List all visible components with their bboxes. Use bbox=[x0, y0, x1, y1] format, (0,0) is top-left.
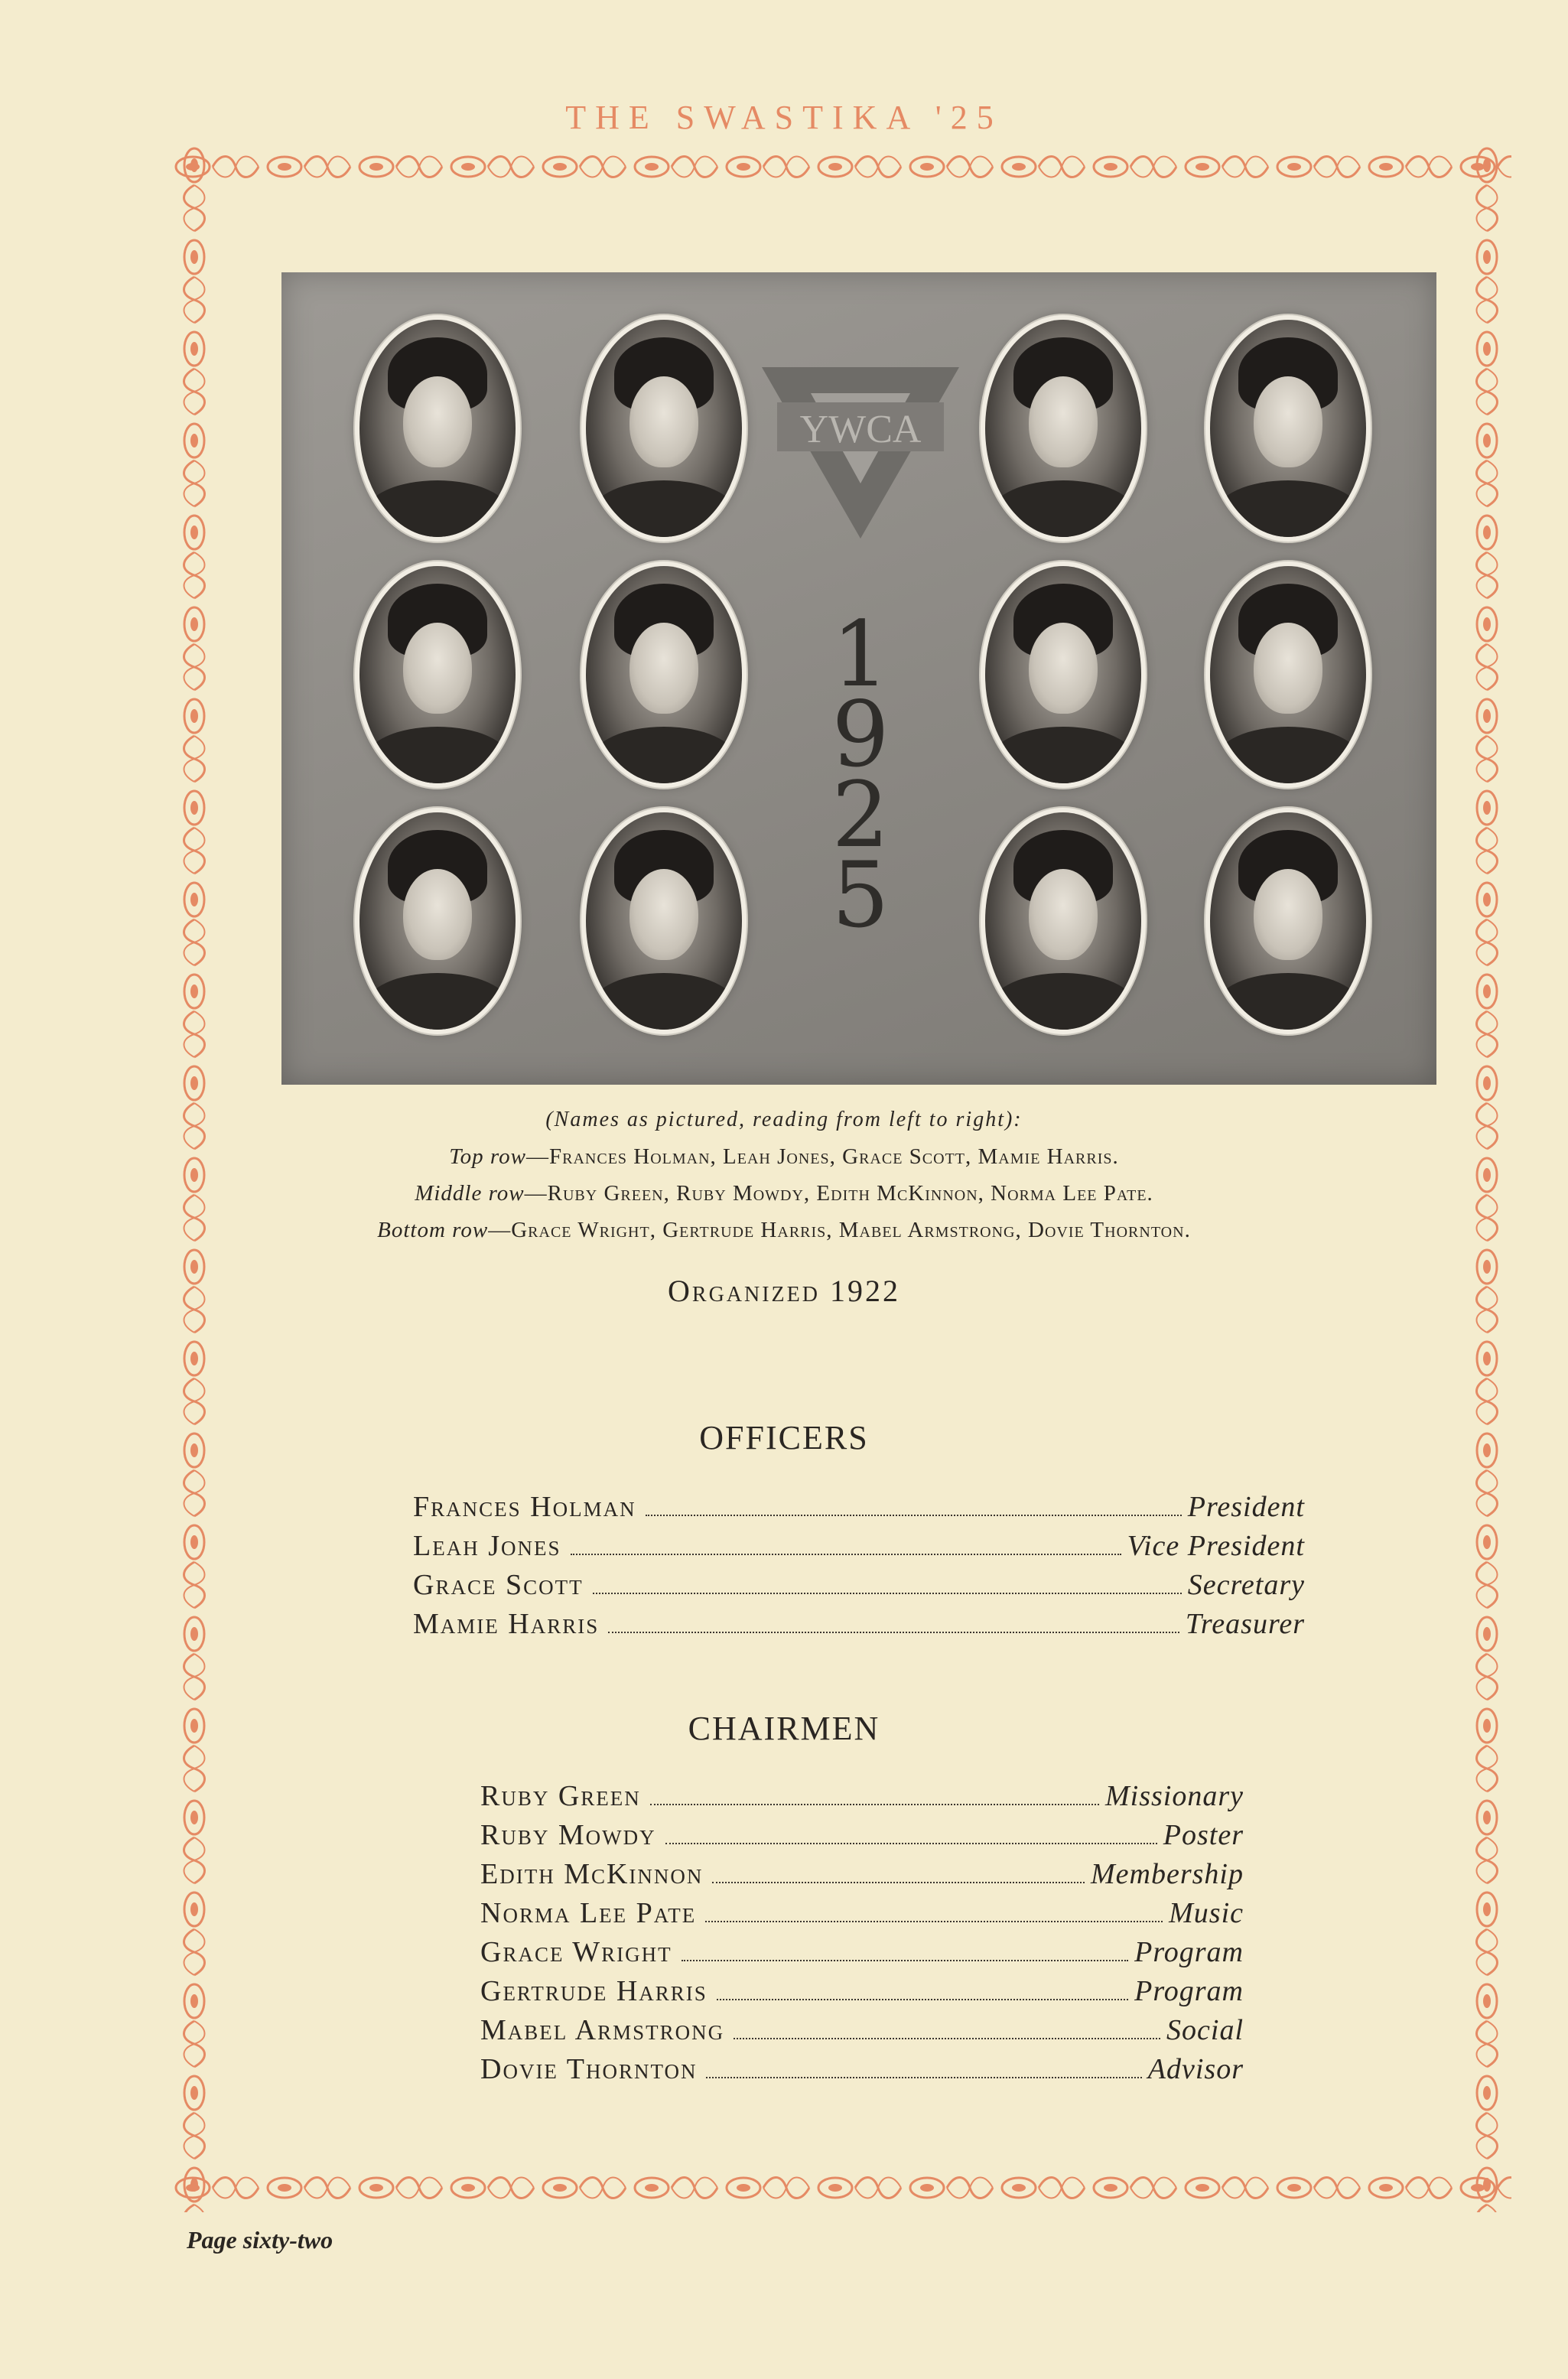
officer-name: Grace Scott bbox=[413, 1569, 584, 1601]
dot-leader bbox=[665, 1843, 1157, 1844]
chair-role: Program bbox=[1134, 1975, 1244, 2007]
chair-role: Music bbox=[1169, 1897, 1244, 1929]
chair-name: Mabel Armstrong bbox=[480, 2014, 725, 2046]
ornamental-border-right bbox=[1462, 142, 1511, 2212]
caption-middle-row bbox=[0, 1181, 1568, 1206]
caption-row-names: —Grace Wright, Gertrude Harris, Mabel Armstrong, Dovie Thornton. bbox=[488, 1218, 1191, 1242]
year-digit: 1 bbox=[831, 601, 890, 707]
chair-entry bbox=[480, 1818, 1244, 1858]
page-number: Page sixty-two bbox=[187, 2226, 333, 2254]
officer-name: Frances Holman bbox=[413, 1491, 636, 1523]
dot-leader bbox=[712, 1882, 1085, 1883]
portrait-photo bbox=[1205, 315, 1371, 542]
officer-entry bbox=[413, 1529, 1305, 1569]
ornamental-border-bottom bbox=[170, 2163, 1511, 2212]
ornamental-border-left bbox=[170, 142, 219, 2212]
caption-top-row bbox=[0, 1144, 1568, 1170]
chairmen-heading: CHAIRMEN bbox=[688, 1710, 880, 1747]
chair-entry bbox=[480, 1857, 1244, 1897]
officers-heading: OFFICERS bbox=[699, 1419, 869, 1456]
portrait-photo bbox=[581, 315, 747, 542]
chair-entry bbox=[480, 1896, 1244, 1936]
dot-leader bbox=[650, 1804, 1099, 1805]
chair-name: Norma Lee Pate bbox=[480, 1897, 697, 1929]
chair-name: Grace Wright bbox=[480, 1936, 672, 1968]
dot-leader bbox=[682, 1960, 1129, 1961]
chair-role: Poster bbox=[1163, 1819, 1244, 1851]
year-digit: 5 bbox=[831, 842, 890, 948]
year-digit: 2 bbox=[831, 762, 890, 867]
portrait-photo bbox=[355, 561, 520, 788]
officer-entry bbox=[413, 1490, 1305, 1530]
dot-leader bbox=[717, 1999, 1128, 2000]
officer-role: Vice President bbox=[1127, 1530, 1305, 1562]
chair-name: Ruby Green bbox=[480, 1780, 641, 1812]
chair-entry bbox=[480, 1779, 1244, 1819]
portrait-photo bbox=[1205, 808, 1371, 1034]
chair-entry bbox=[480, 2052, 1244, 2092]
group-photo-panel bbox=[281, 272, 1436, 1085]
portrait-photo bbox=[581, 808, 747, 1034]
caption-intro: (Names as pictured, reading from left to right): bbox=[545, 1108, 1023, 1131]
ornamental-border-top bbox=[170, 142, 1511, 191]
chair-name: Dovie Thornton bbox=[480, 2053, 698, 2085]
dot-leader bbox=[734, 2038, 1160, 2039]
portrait-photo bbox=[581, 561, 747, 788]
portrait-photo bbox=[1205, 561, 1371, 788]
running-head: THE SWASTIKA '25 bbox=[565, 99, 1003, 136]
chair-name: Gertrude Harris bbox=[480, 1975, 708, 2007]
portrait-photo bbox=[355, 808, 520, 1034]
chair-role: Membership bbox=[1091, 1858, 1244, 1890]
portrait-photo bbox=[981, 315, 1146, 542]
officer-name: Leah Jones bbox=[413, 1530, 561, 1562]
dot-leader bbox=[646, 1515, 1182, 1516]
dot-leader bbox=[706, 2077, 1141, 2078]
caption-row-label: Middle row bbox=[415, 1181, 525, 1206]
chair-entry bbox=[480, 1974, 1244, 2014]
dot-leader bbox=[608, 1632, 1179, 1633]
organized-line: Organized 1922 bbox=[668, 1274, 900, 1308]
officer-entry bbox=[413, 1607, 1305, 1647]
chair-role: Missionary bbox=[1105, 1780, 1244, 1812]
chair-name: Ruby Mowdy bbox=[480, 1819, 656, 1851]
portrait-photo bbox=[981, 808, 1146, 1034]
dot-leader bbox=[571, 1554, 1121, 1555]
dot-leader bbox=[593, 1593, 1182, 1594]
officer-role: President bbox=[1187, 1491, 1305, 1523]
caption-row-names: —Frances Holman, Leah Jones, Grace Scott, Mamie Harris. bbox=[526, 1144, 1119, 1169]
caption-row-names: —Ruby Green, Ruby Mowdy, Edith McKinnon, Norma Lee Pate. bbox=[524, 1181, 1153, 1206]
officer-name: Mamie Harris bbox=[413, 1608, 600, 1640]
officer-role: Treasurer bbox=[1185, 1608, 1305, 1640]
portrait-photo bbox=[355, 315, 520, 542]
caption-row-label: Top row bbox=[449, 1144, 526, 1169]
chair-name: Edith McKinnon bbox=[480, 1858, 704, 1890]
ywca-triangle-logo-icon bbox=[757, 363, 964, 543]
year-digit: 9 bbox=[831, 682, 890, 787]
officer-entry bbox=[413, 1568, 1305, 1608]
officer-role: Secretary bbox=[1187, 1569, 1305, 1601]
chair-role: Advisor bbox=[1147, 2053, 1244, 2085]
caption-row-label: Bottom row bbox=[377, 1218, 489, 1242]
chair-entry bbox=[480, 2013, 1244, 2053]
ywca-logo-text: YWCA bbox=[799, 408, 922, 451]
chair-role: Social bbox=[1166, 2014, 1244, 2046]
caption-bottom-row bbox=[0, 1218, 1568, 1243]
chair-entry bbox=[480, 1935, 1244, 1975]
chair-role: Program bbox=[1134, 1936, 1244, 1968]
dot-leader bbox=[705, 1921, 1163, 1922]
portrait-photo bbox=[981, 561, 1146, 788]
